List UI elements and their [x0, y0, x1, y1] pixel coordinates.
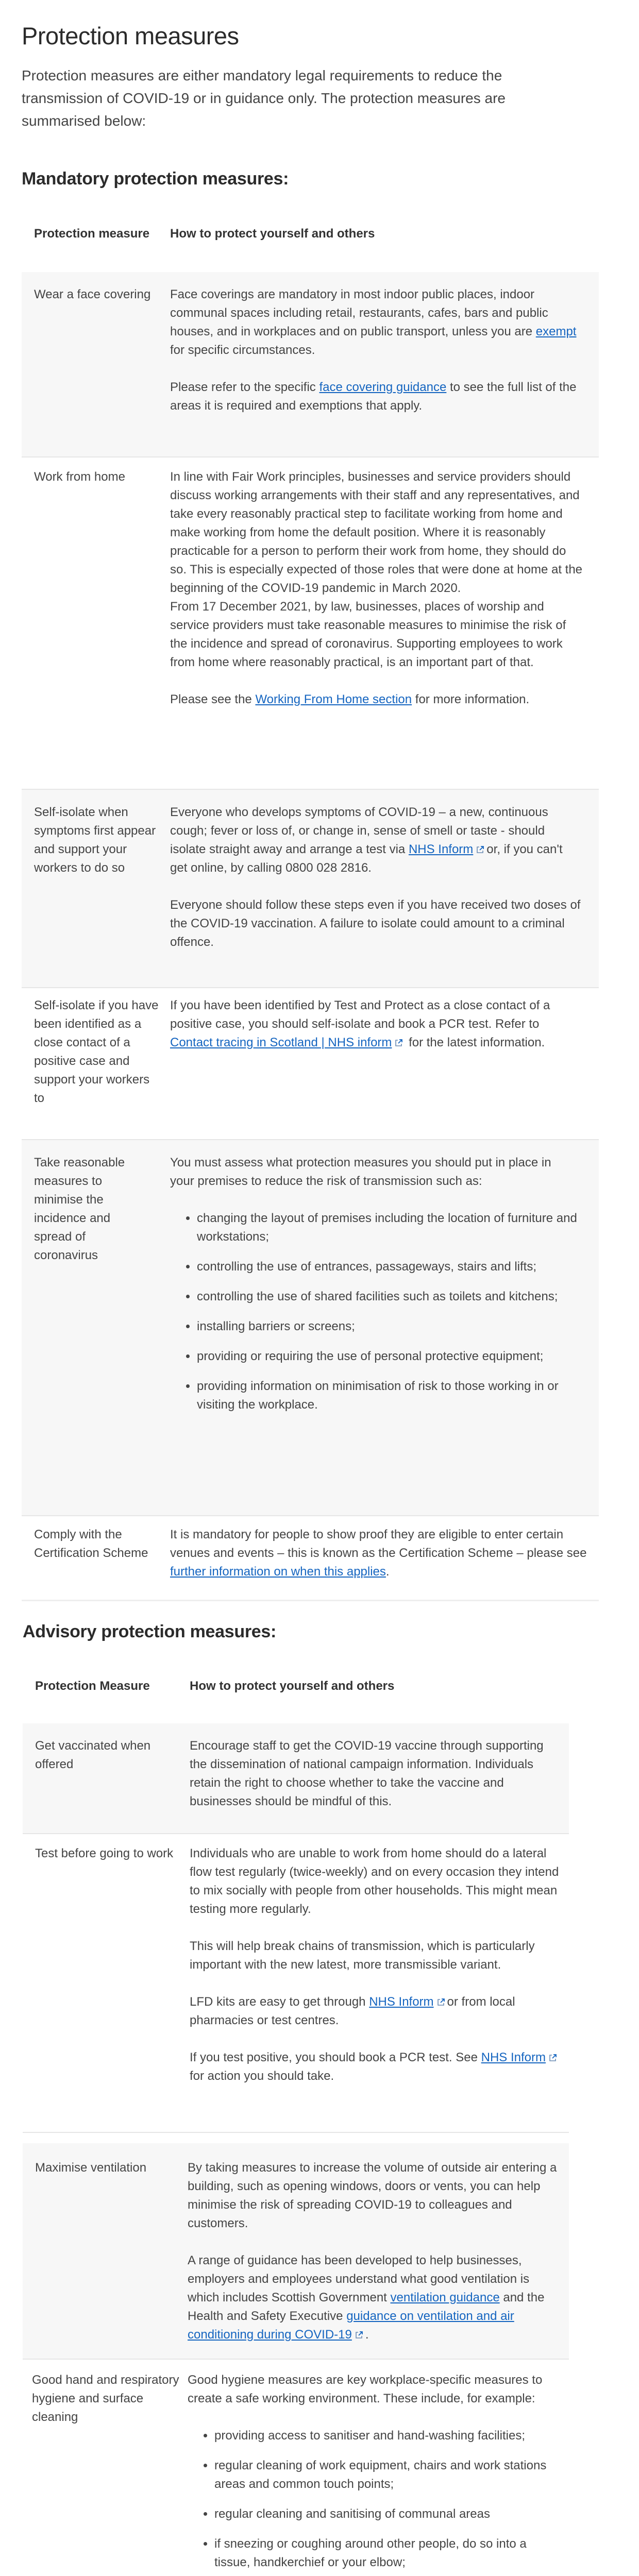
external-link-icon [476, 845, 484, 854]
text: . [385, 1565, 390, 1579]
list-item: • changing the layout of premises including the location of furniture and workstations; [197, 1209, 577, 1246]
table-row [22, 1140, 599, 1516]
measure-cell: Work from home [34, 470, 125, 484]
contact-tracing-link[interactable]: Contact tracing in Scotland | NHS inform [170, 1036, 392, 1049]
table-row [22, 1516, 599, 1601]
text: for more information. [412, 692, 530, 706]
measure-cell: Take reasonable measures to minimise the incidence and spread of coronavirus [34, 1156, 125, 1262]
external-link-icon [355, 2331, 363, 2339]
ventilation-guidance-link[interactable]: ventilation guidance [390, 2291, 500, 2304]
list-item: • providing or requiring the use of personal protective equipment; [197, 1347, 577, 1366]
text: for the latest information. [405, 1036, 545, 1049]
text: Everyone who develops symptoms of COVID-19 – a new, continuous cough; fever or loss of, or change in, sense of smell or taste - should isolate straight away and arrange a test via [170, 805, 548, 856]
text: Face coverings are mandatory in most indoor public places, indoor communal spaces including retail, restaurants, cafes, bars and public houses, and in workplaces and on public transport, unless you are [170, 287, 548, 338]
measure-cell: Wear a face covering [34, 287, 151, 301]
hse-ventilation-link[interactable]: guidance on ventilation and air conditioning during COVID-19 [188, 2309, 514, 2342]
list-item: • installing barriers or screens; [197, 1317, 577, 1336]
guidance-paragraph: In line with Fair Work principles, businesses and service providers should discuss working arrangements with their staff and any representatives, and take every reasonably practical step to facilitate working from home and make working from home the default position. Where it is reasonably practicable for a person to perform their work from home, they should do so. This is especially expected of those roles that were done at home at the beginning of the COVID-19 pandemic in March 2020. [170, 470, 583, 595]
list-item: • regular cleaning of work equipment, chairs and work stations areas and common touch points; [214, 2456, 559, 2494]
table-row [22, 272, 599, 457]
guidance-paragraph: Everyone should follow these steps even if you have received two doses of the COVID-19 vaccination. A failure to isolate could amount to a criminal offence. [170, 898, 581, 949]
mandatory-table [22, 216, 599, 1601]
working-from-home-link[interactable]: Working From Home section [255, 692, 412, 706]
list-item: • providing information on minimisation of risk to those working in or visiting the workplace. [197, 1377, 577, 1414]
measure-cell: Test before going to work [35, 1846, 174, 1860]
guidance-paragraph: Encourage staff to get the COVID-19 vaccine through supporting the dissemination of national campaign information. Individuals retain the right to choose whether to take the vaccine and businesses should be mindful of this. [190, 1739, 544, 1808]
text: It is mandatory for people to show proof they are eligible to enter certain venues and events – this is known as the Certification Scheme – please see [170, 1528, 587, 1560]
external-link-icon [395, 1039, 403, 1047]
guidance-paragraph [188, 2251, 559, 2344]
text: A range of guidance has been developed to help businesses, employers and employees understand what good ventilation is which includes Scottish Government [188, 2253, 530, 2304]
guidance-cell [190, 1844, 561, 2086]
nhs-inform-link[interactable]: NHS Inform [481, 2050, 546, 2064]
guidance-cell [170, 1526, 587, 1581]
table-row [23, 2143, 569, 2360]
measure-cell: Self-isolate when symptoms first appear and support your workers to do so [34, 805, 156, 875]
list-item: • regular cleaning and sanitising of communal areas [214, 2505, 559, 2523]
guidance-cell [188, 2159, 559, 2344]
measure-cell: Maximise ventilation [35, 2161, 147, 2175]
table-row [23, 1723, 569, 1834]
guidance-paragraph: Individuals who are unable to work from home should do a lateral flow test regularly (twice-weekly) and on every occasion they intend to mix socially with people from other households. This might mean testing more regularly. [190, 1846, 559, 1916]
guidance-paragraph [170, 378, 582, 415]
col-header-how: How to protect yourself and others [170, 227, 375, 241]
external-link-icon [549, 2054, 557, 2062]
list-item: • if sneezing or coughing around other people, do so into a tissue, handkerchief or your elbow; [214, 2535, 559, 2572]
text: If you test positive, you should book a PCR test. See [190, 2050, 481, 2064]
measure-cell: Get vaccinated when offered [35, 1739, 151, 1771]
face-covering-guidance-link[interactable]: face covering guidance [319, 380, 447, 394]
page-title: Protection measures [22, 22, 239, 49]
guidance-paragraph [170, 803, 582, 877]
mandatory-heading: Mandatory protection measures: [22, 169, 289, 189]
guidance-paragraph [170, 690, 582, 709]
table-row [23, 1834, 569, 2133]
text: or from local pharmacies or test centres. [190, 1995, 515, 2027]
text: and the Health and Safety Executive [188, 2291, 545, 2323]
guidance-cell [190, 1737, 561, 1811]
guidance-paragraph: Good hygiene measures are key workplace-specific measures to create a safe working environment. These include, for example: [188, 2373, 543, 2405]
col-header-measure: Protection measure [34, 227, 150, 241]
advisory-table [23, 1672, 569, 2576]
guidance-cell [170, 1154, 577, 1426]
advisory-table-header [23, 1672, 569, 1703]
guidance-cell [188, 2371, 559, 2576]
guidance-paragraph [170, 1526, 587, 1581]
guidance-paragraph [190, 2048, 561, 2086]
guidance-cell [170, 996, 582, 1052]
text: If you have been identified by Test and Protect as a close contact of a positive case, you should self-isolate and book a PCR test. Refer to [170, 998, 550, 1031]
guidance-paragraph [170, 285, 582, 360]
table-row [22, 988, 599, 1140]
measure-cell: Good hand and respiratory hygiene and surface cleaning [32, 2373, 179, 2424]
table-row [22, 790, 599, 988]
col-header-measure: Protection Measure [35, 1679, 150, 1693]
advisory-heading: Advisory protection measures: [23, 1622, 277, 1641]
text: LFD kits are easy to get through [190, 1995, 369, 2009]
measure-cell: Comply with the Certification Scheme [34, 1528, 148, 1560]
text: Please see the [170, 692, 256, 706]
guidance-paragraph: You must assess what protection measures you should put in place in your premises to reduce the risk of transmission such as: [170, 1156, 551, 1188]
external-link-icon [437, 1998, 445, 2006]
guidance-cell [170, 468, 582, 709]
guidance-paragraph: This will help break chains of transmission, which is particularly important with the new latest, more transmissible variant. [190, 1939, 535, 1972]
list-item: • providing access to sanitiser and hand-washing facilities; [214, 2427, 559, 2445]
measures-list [170, 1209, 577, 1414]
mandatory-table-header [22, 216, 599, 252]
guidance-cell [170, 285, 582, 415]
guidance-cell [170, 803, 582, 952]
exempt-link[interactable]: exempt [535, 325, 577, 338]
guidance-paragraph: By taking measures to increase the volume of outside air entering a building, such as opening windows, doors or vents, you can help minimise the risk of spreading COVID-19 to colleagues and customers. [188, 2161, 557, 2230]
text: or, if you can't get online, by calling 0800 028 2816. [170, 842, 563, 875]
text: to see the full list of the areas it is required and exemptions that apply. [170, 380, 577, 413]
certification-info-link[interactable]: further information on when this applies [170, 1565, 386, 1579]
text: . [365, 2328, 369, 2342]
text: Please refer to the specific [170, 380, 320, 394]
nhs-inform-link[interactable]: NHS Inform [408, 842, 474, 856]
guidance-paragraph [190, 1993, 561, 2030]
nhs-inform-link[interactable]: NHS Inform [369, 1995, 434, 2009]
intro-paragraph: Protection measures are either mandatory legal requirements to reduce the transmission of COVID-19 or in guidance only. The protection measures are summarised below: [22, 67, 506, 129]
col-header-how: How to protect yourself and others [190, 1679, 395, 1693]
text: for action you should take. [190, 2069, 334, 2083]
table-row [23, 2360, 569, 2576]
guidance-paragraph: From 17 December 2021, by law, businesses, places of worship and service providers must take reasonable measures to minimise the risk of the incidence and spread of coronavirus. Supporting employees to work from home where reasonably practical, is an important part of that. [170, 600, 566, 669]
hygiene-list [188, 2427, 559, 2576]
table-row [22, 457, 599, 790]
list-item: • controlling the use of shared facilities such as toilets and kitchens; [197, 1287, 577, 1306]
text: for specific circumstances. [170, 343, 315, 357]
measure-cell: Self-isolate if you have been identified as a close contact of a positive case and support your workers to [34, 998, 159, 1105]
list-item: • controlling the use of entrances, passageways, stairs and lifts; [197, 1258, 577, 1276]
guidance-paragraph [170, 996, 582, 1052]
